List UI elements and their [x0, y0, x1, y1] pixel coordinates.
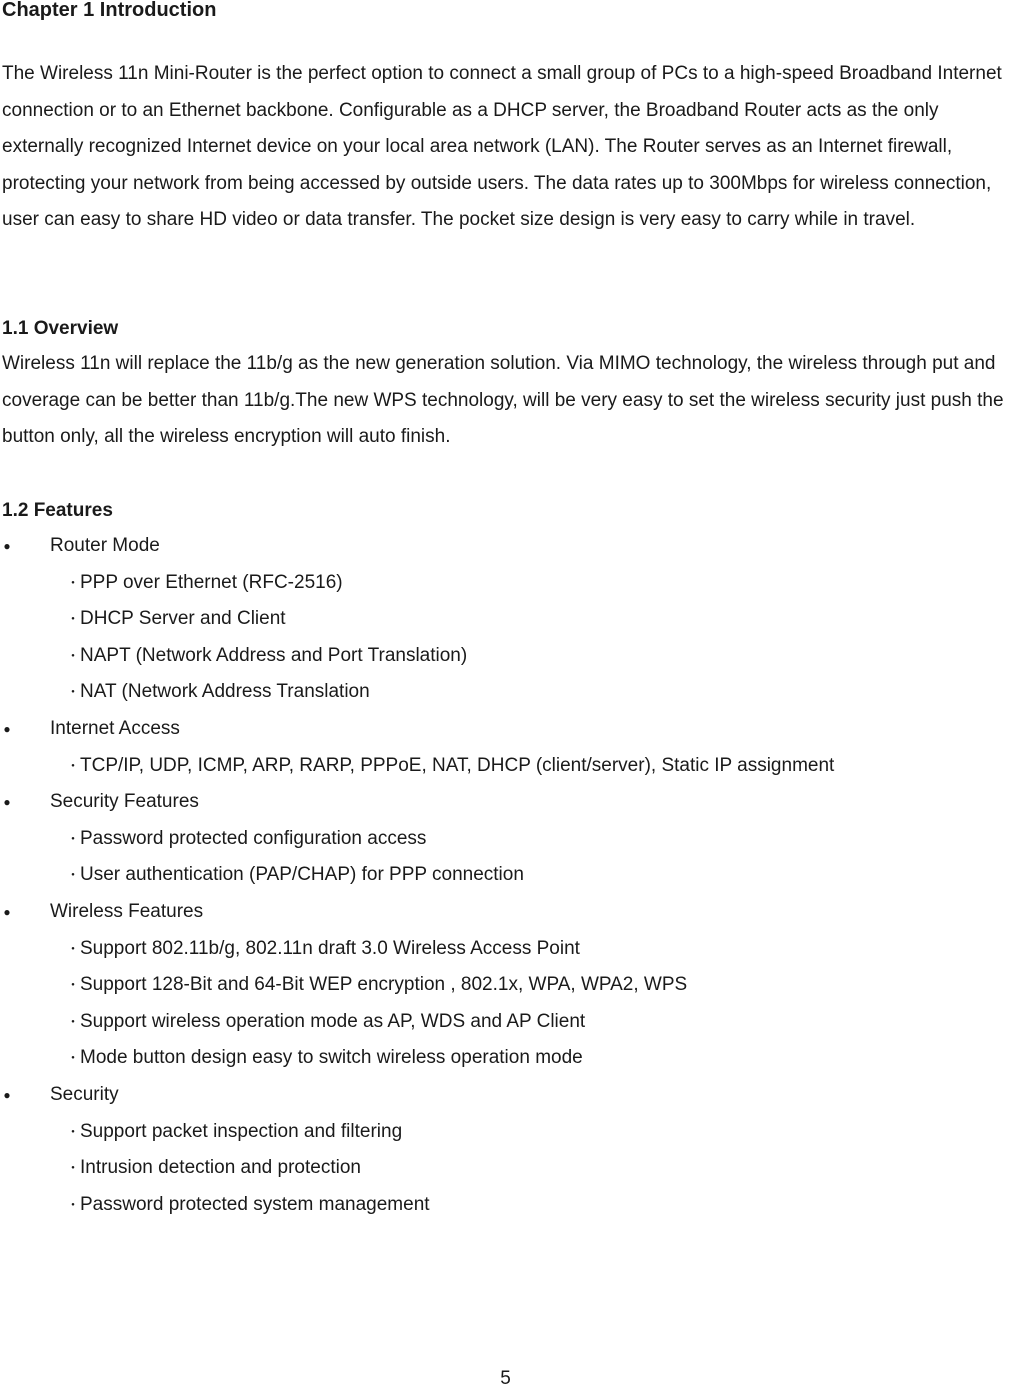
feature-sublist [2, 565, 1011, 711]
feature-group-row [2, 894, 1011, 931]
feature-item [2, 1114, 1011, 1151]
dot-bullet-icon: ・ [66, 1160, 80, 1177]
dot-bullet-icon: ・ [66, 1196, 80, 1213]
bullet-icon: ● [3, 539, 11, 553]
dot-bullet-icon: ・ [66, 647, 80, 664]
feature-item-text: User authentication (PAP/CHAP) for PPP connection [80, 864, 524, 886]
feature-item-text: Support 128-Bit and 64-Bit WEP encryption , 802.1x, WPA, WPA2, WPS [80, 974, 688, 996]
feature-item [2, 601, 1011, 638]
feature-item [2, 1004, 1011, 1041]
feature-group [2, 528, 1011, 711]
feature-sublist [2, 821, 1011, 894]
dot-bullet-icon: ・ [66, 977, 80, 994]
feature-item-text: Intrusion detection and protection [80, 1157, 361, 1179]
dot-bullet-icon: ・ [66, 611, 80, 628]
overview-paragraph: Wireless 11n will replace the 11b/g as the new generation solution. Via MIMO technology, the wireless through put and coverage can be better than 11b/g.The new WPS technology, will be very easy to set the wireless security just push the button only, all the wireless encryption will auto finish. [2, 353, 1004, 448]
feature-group-label: Security [50, 1083, 119, 1105]
feature-item-text: Password protected configuration access [80, 827, 427, 849]
dot-bullet-icon: ・ [66, 684, 80, 701]
feature-item [2, 748, 1011, 785]
feature-group-label: Wireless Features [50, 900, 204, 922]
dot-bullet-icon: ・ [66, 1013, 80, 1030]
feature-item [2, 1187, 1011, 1224]
feature-item [2, 674, 1011, 711]
feature-item-text: Support 802.11b/g, 802.11n draft 3.0 Wireless Access Point [80, 937, 580, 959]
feature-item-text: Password protected system management [80, 1193, 430, 1215]
feature-group [2, 1077, 1011, 1223]
feature-group [2, 894, 1011, 1077]
feature-item [2, 857, 1011, 894]
feature-item [2, 821, 1011, 858]
feature-group-label: Internet Access [50, 717, 180, 739]
dot-bullet-icon: ・ [66, 574, 80, 591]
feature-group-row [2, 528, 1011, 565]
feature-item-text: NAPT (Network Address and Port Translation) [80, 644, 468, 666]
bullet-icon: ● [3, 795, 11, 810]
feature-item-text: DHCP Server and Client [80, 608, 286, 630]
feature-sublist [2, 931, 1011, 1077]
feature-item-text: Support packet inspection and filtering [80, 1120, 403, 1142]
dot-bullet-icon: ・ [66, 867, 80, 884]
bullet-icon: ● [3, 1087, 11, 1102]
feature-item-text: Support wireless operation mode as AP, WDS and AP Client [80, 1010, 586, 1032]
page-number: 5 [500, 1368, 511, 1389]
feature-item [2, 565, 1011, 602]
feature-item-text: PPP over Ethernet (RFC-2516) [80, 571, 343, 593]
feature-sublist [2, 1114, 1011, 1224]
bullet-icon: ● [3, 721, 11, 736]
feature-group-label: Security Features [50, 791, 199, 813]
dot-bullet-icon: ・ [66, 1050, 80, 1067]
dot-bullet-icon: ・ [66, 940, 80, 957]
chapter-title: Chapter 1 Introduction [2, 0, 217, 21]
dot-bullet-icon: ・ [66, 830, 80, 847]
feature-group [2, 784, 1011, 894]
feature-group-label: Router Mode [50, 535, 160, 556]
feature-item [2, 931, 1011, 968]
dot-bullet-icon: ・ [66, 757, 80, 774]
bullet-icon: ● [3, 904, 11, 919]
features-heading: 1.2 Features [2, 500, 113, 521]
feature-item [2, 967, 1011, 1004]
feature-group-row [2, 1077, 1011, 1114]
overview-heading: 1.1 Overview [2, 318, 119, 339]
feature-group [2, 711, 1011, 784]
feature-item-text: NAT (Network Address Translation [80, 681, 370, 703]
features-list [2, 528, 1011, 1223]
feature-item-text: Mode button design easy to switch wireless operation mode [80, 1047, 583, 1069]
feature-group-row [2, 711, 1011, 748]
feature-group-row [2, 784, 1011, 821]
feature-sublist [2, 748, 1011, 785]
feature-item [2, 1150, 1011, 1187]
feature-item [2, 638, 1011, 675]
feature-item-text: TCP/IP, UDP, ICMP, ARP, RARP, PPPoE, NAT, DHCP (client/server), Static IP assignment [80, 754, 835, 776]
feature-item [2, 1040, 1011, 1077]
dot-bullet-icon: ・ [66, 1123, 80, 1140]
intro-paragraph: The Wireless 11n Mini-Router is the perfect option to connect a small group of PCs to a high-speed Broadband Internet connection or to an Ethernet backbone. Configurable as a DHCP server, the Broadband Router acts as the only externally recognized Internet device on your local area network (LAN). The Router serves as an Internet firewall, protecting your network from being accessed by outside users. The data rates up to 300Mbps for wireless connection, user can easy to share HD video or data transfer. The pocket size design is very easy to carry while in travel. [2, 63, 1002, 231]
